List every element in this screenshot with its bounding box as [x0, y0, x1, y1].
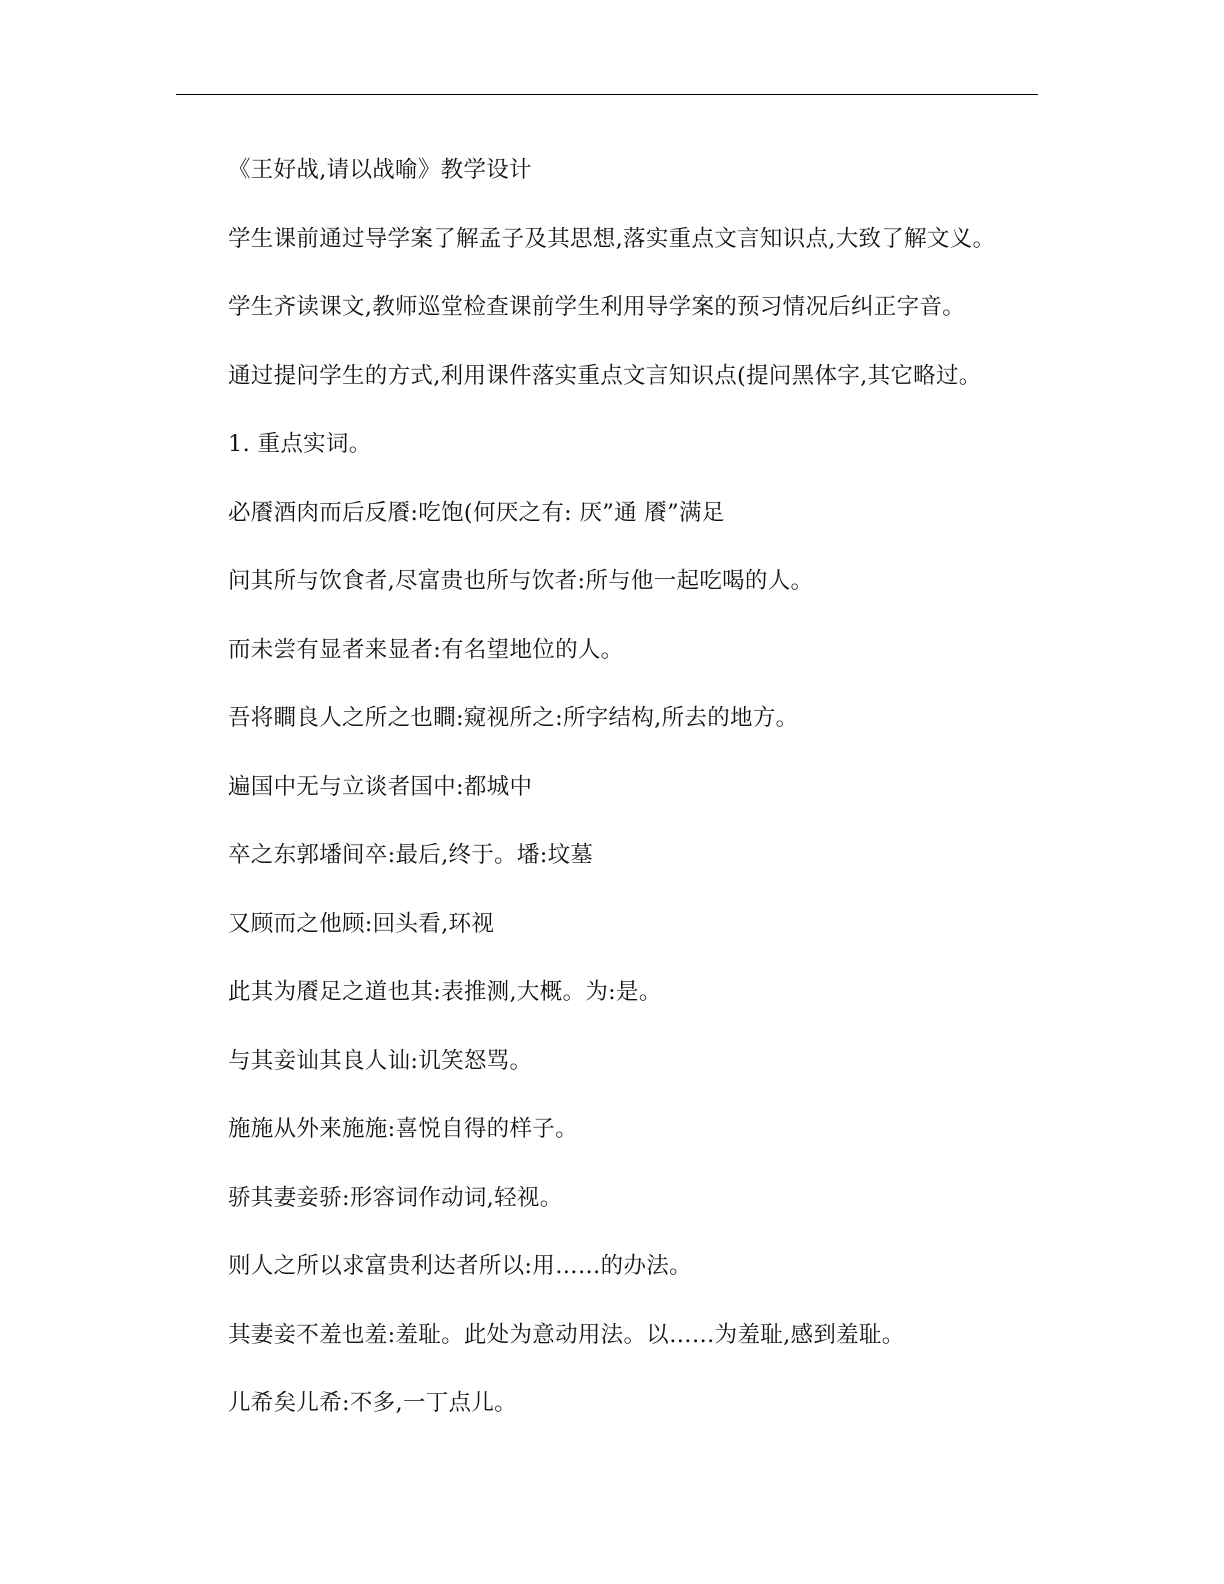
- vocab-entry: 此其为餍足之道也其:表推测,大概。为:是。: [228, 979, 662, 1005]
- vocab-entry: 其妻妾不羞也羞:羞耻。此处为意动用法。以……为羞耻,感到羞耻。: [228, 1321, 905, 1348]
- vocab-entry: 而未尝有显者来显者:有名望地位的人。: [228, 636, 624, 663]
- section-heading: 1. 重点实词。: [228, 431, 372, 457]
- vocab-entry: 施施从外来施施:喜悦自得的样子。: [228, 1116, 578, 1142]
- vocab-entry: 问其所与饮食者,尽富贵也所与饮者:所与他一起吃喝的人。: [228, 568, 814, 594]
- vocab-entry: 遍国中无与立谈者国中:都城中: [228, 773, 533, 800]
- paragraph: 通过提问学生的方式,利用课件落实重点文言知识点(提问黑体字,其它略过。: [228, 362, 982, 389]
- paragraph: 学生课前通过导学案了解孟子及其思想,落实重点文言知识点,大致了解文义。: [228, 225, 996, 252]
- vocab-entry: 卒之东郭墦间卒:最后,终于。墦:坟墓: [228, 842, 594, 868]
- vocab-entry: 吾将瞷良人之所之也瞷:窥视所之:所字结构,所去的地方。: [228, 705, 799, 731]
- vocab-entry: 必餍酒肉而后反餍:吃饱(何厌之有: 厌”通 餍”满足: [228, 499, 725, 526]
- vocab-entry: 则人之所以求富贵利达者所以:用……的办法。: [228, 1253, 692, 1279]
- vocab-entry: 与其妾讪其良人讪:讥笑怒骂。: [228, 1047, 533, 1074]
- paragraph: 学生齐读课文,教师巡堂检查课前学生利用导学案的预习情况后纠正字音。: [228, 294, 966, 320]
- header-rule: [176, 94, 1038, 95]
- document-title: 《王好战,请以战喻》教学设计: [228, 157, 532, 183]
- vocab-entry: 又顾而之他顾:回头看,环视: [228, 910, 495, 937]
- vocab-entry: 骄其妻妾骄:形容词作动词,轻视。: [228, 1184, 563, 1211]
- vocab-entry: 儿希矣儿希:不多,一丁点儿。: [228, 1390, 517, 1416]
- document-body: [228, 150, 1028, 1452]
